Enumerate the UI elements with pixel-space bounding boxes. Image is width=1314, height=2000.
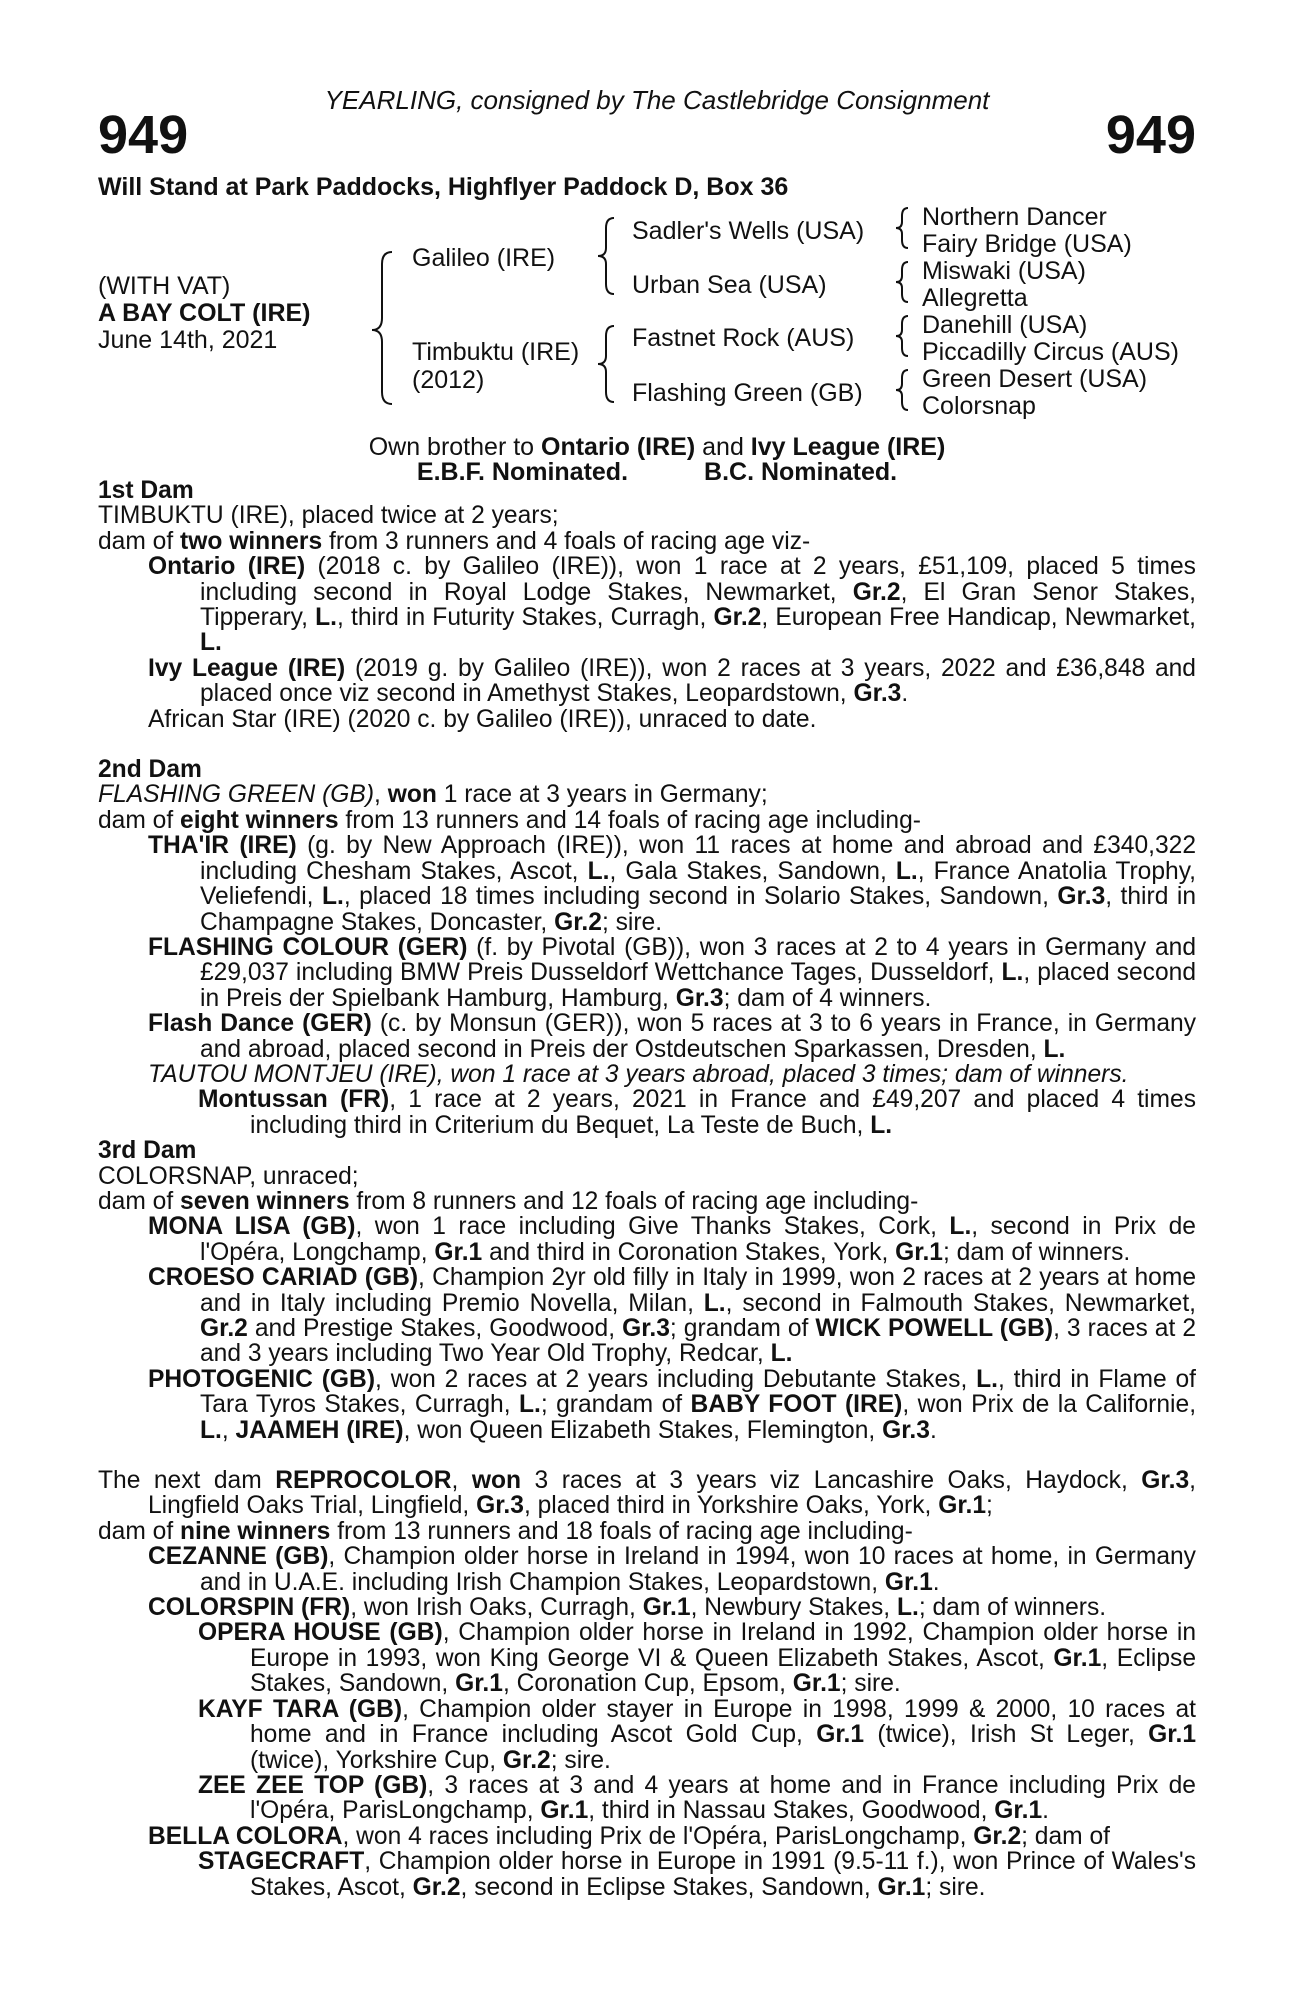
pedigree-g7: Green Desert (USA) (922, 365, 1148, 393)
lot-number-right: 949 (1105, 105, 1196, 165)
pedigree-dam: Timbuktu (IRE) (412, 338, 580, 366)
produce-entry: MONA LISA (GB), won 1 race including Give Thanks Stakes, Cork, L., second in Prix de l'Opéra, Longchamp, Gr.1 and third in Coronation Stakes, York, Gr.1; dam of winners. (148, 1213, 1196, 1266)
pedigree-g4: Allegretta (922, 284, 1028, 312)
second-dam-damof: dam of eight winners from 13 runners and 14 foals of racing age including- (98, 806, 921, 834)
vat-label: (WITH VAT) (98, 272, 231, 300)
first-dam-intro: TIMBUKTU (IRE), placed twice at 2 years; (98, 502, 559, 530)
next-dam-intro: The next dam REPROCOLOR, won 3 races at 3 years viz Lancashire Oaks, Haydock, Gr.3, Lingfield Oaks Trial, Lingfield, Gr.3, placed third in Yorkshire Oaks, York, Gr.1; (98, 1467, 1196, 1520)
produce-entry: Flash Dance (GER) (c. by Monsun (GER)), won 5 races at 3 to 6 years in France, in Germany and abroad, placed second in Preis der Ostdeutschen Sparkassen, Dresden, L. (148, 1010, 1196, 1063)
produce-entry: COLORSPIN (FR), won Irish Oaks, Curragh, Gr.1, Newbury Stakes, L.; dam of winners. (148, 1594, 1107, 1622)
brother-1: Ontario (IRE) (541, 433, 696, 461)
produce-entry: Ivy League (IRE) (2019 g. by Galileo (IRE)), won 2 races at 3 years, 2022 and £36,848 and placed once viz second in Amethyst Stakes, Leopardstown, Gr.3. (148, 654, 1196, 708)
stand-location: Will Stand at Park Paddocks, Highflyer Paddock D, Box 36 (98, 173, 789, 201)
horse-name: A BAY COLT (IRE) (98, 299, 311, 327)
pedigree-g1: Northern Dancer (922, 203, 1107, 231)
produce-entry: Ontario (IRE) (2018 c. by Galileo (IRE)), won 1 race at 2 years, £51,109, placed 5 times including second in Royal Lodge Stakes, Newmarket, Gr.2, El Gran Senor Stakes, Tipperary, L., third in Futurity Stakes, Curragh, Gr.2, European Free Handicap, Newmarket, L. (148, 553, 1197, 657)
pedigree-g2: Fairy Bridge (USA) (922, 230, 1132, 258)
second-dam-heading: 2nd Dam (98, 756, 202, 784)
pedigree-sire-dam: Urban Sea (USA) (632, 271, 827, 299)
pedigree-sire: Galileo (IRE) (412, 244, 556, 272)
pedigree-dam-sire: Fastnet Rock (AUS) (632, 324, 855, 352)
produce-entry: OPERA HOUSE (GB), Champion older horse in Ireland in 1992, Champion older horse in Europe in 1993, won King George VI & Queen Elizabeth Stakes, Ascot, Gr.1, Eclipse Stakes, Sandown, Gr.1, Coronation Cup, Epsom, Gr.1; sire. (198, 1619, 1197, 1698)
consignment-line: YEARLING, consigned by The Castlebridge Consignment (324, 85, 990, 115)
produce-entry: TAUTOU MONTJEU (IRE), won 1 race at 3 years abroad, placed 3 times; dam of winners. (148, 1060, 1129, 1088)
produce-entry: PHOTOGENIC (GB), won 2 races at 2 years including Debutante Stakes, L., third in Flame of Tara Tyros Stakes, Curragh, L.; grandam of BABY FOOT (IRE), won Prix de la Californie, L., JAAMEH (IRE), won Queen Elizabeth Stakes, Flemington, Gr.3. (148, 1365, 1197, 1444)
ebf-nominated: E.B.F. Nominated. (416, 458, 629, 486)
lot-number-left: 949 (98, 105, 189, 165)
next-dam-damof: dam of nine winners from 13 runners and 18 foals of racing age including- (98, 1517, 913, 1545)
produce-record (98, 478, 1196, 1900)
produce-entry: STAGECRAFT, Champion older horse in Europe in 1991 (9.5-11 f.), won Prince of Wales's Stakes, Ascot, Gr.2, second in Eclipse Stakes, Sandown, Gr.1; sire. (198, 1848, 1196, 1901)
produce-entry: FLASHING COLOUR (GER) (f. by Pivotal (GB)), won 3 races at 2 to 4 years in Germany and £29,037 including BMW Preis Dusseldorf Wettchance Tages, Dusseldorf, L., placed second in Preis der Spielbank Hamburg, Hamburg, Gr.3; dam of 4 winners. (148, 933, 1196, 1012)
second-dam-intro: FLASHING GREEN (GB), won 1 race at 3 years in Germany; (98, 781, 768, 809)
third-dam-heading: 3rd Dam (98, 1137, 197, 1165)
first-dam-damof: dam of two winners from 3 runners and 4 foals of racing age viz- (98, 527, 811, 555)
brother-2: Ivy League (IRE) (750, 433, 946, 461)
produce-entry: African Star (IRE) (2020 c. by Galileo (IRE)), unraced to date. (148, 705, 817, 733)
produce-entry: THA'IR (IRE) (g. by New Approach (IRE)), won 11 races at home and abroad and £340,322 including Chesham Stakes, Ascot, L., Gala Stakes, Sandown, L., France Anatolia Trophy, Veliefendi, L., placed 18 times including second in Solario Stakes, Sandown, Gr.3, third in Champagne Stakes, Doncaster, Gr.2; sire. (148, 832, 1196, 936)
third-dam-intro: COLORSNAP, unraced; (98, 1162, 359, 1190)
pedigree-g6: Piccadilly Circus (AUS) (922, 338, 1179, 366)
first-dam-heading: 1st Dam (98, 477, 194, 504)
pedigree-dam-year: (2012) (412, 366, 485, 394)
produce-entry: KAYF TARA (GB), Champion older stayer in Europe in 1998, 1999 & 2000, 10 races at home and in France including Ascot Gold Cup, Gr.1 (twice), Irish St Leger, Gr.1 (twice), Yorkshire Cup, Gr.2; sire. (198, 1695, 1196, 1774)
horse-dob: June 14th, 2021 (98, 326, 278, 354)
produce-entry: CROESO CARIAD (GB), Champion 2yr old filly in Italy in 1999, won 2 races at 2 years at home and in Italy including Premio Novella, Milan, L., second in Falmouth Stakes, Newmarket, Gr.2 and Prestige Stakes, Goodwood, Gr.3; grandam of WICK POWELL (GB), 3 races at 2 and 3 years including Two Year Old Trophy, Redcar, L. (148, 1264, 1197, 1368)
bc-nominated: B.C. Nominated. (704, 458, 898, 486)
produce-entry: ZEE ZEE TOP (GB), 3 races at 3 and 4 years at home and in France including Prix de l'Opéra, ParisLongchamp, Gr.1, third in Nassau Stakes, Goodwood, Gr.1. (198, 1771, 1196, 1825)
pedigree-g5: Danehill (USA) (922, 311, 1088, 339)
pedigree-g8: Colorsnap (922, 392, 1036, 420)
pedigree-dam-dam: Flashing Green (GB) (632, 379, 863, 407)
and-word: and (695, 433, 751, 461)
own-brother-prefix: Own brother to (368, 433, 542, 461)
produce-entry: BELLA COLORA, won 4 races including Prix de l'Opéra, ParisLongchamp, Gr.2; dam of (148, 1822, 1110, 1850)
third-dam-damof: dam of seven winners from 8 runners and 12 foals of racing age including- (98, 1187, 919, 1215)
pedigree-sire-sire: Sadler's Wells (USA) (632, 217, 865, 245)
produce-entry: CEZANNE (GB), Champion older horse in Ireland in 1994, won 10 races at home, in Germany and in U.A.E. including Irish Champion Stakes, Leopardstown, Gr.1. (148, 1543, 1196, 1596)
produce-entry: Montussan (FR), 1 race at 2 years, 2021 in France and £49,207 and placed 4 times including third in Criterium du Bequet, La Teste de Buch, L. (198, 1086, 1196, 1139)
pedigree-g3: Miswaki (USA) (922, 257, 1086, 285)
